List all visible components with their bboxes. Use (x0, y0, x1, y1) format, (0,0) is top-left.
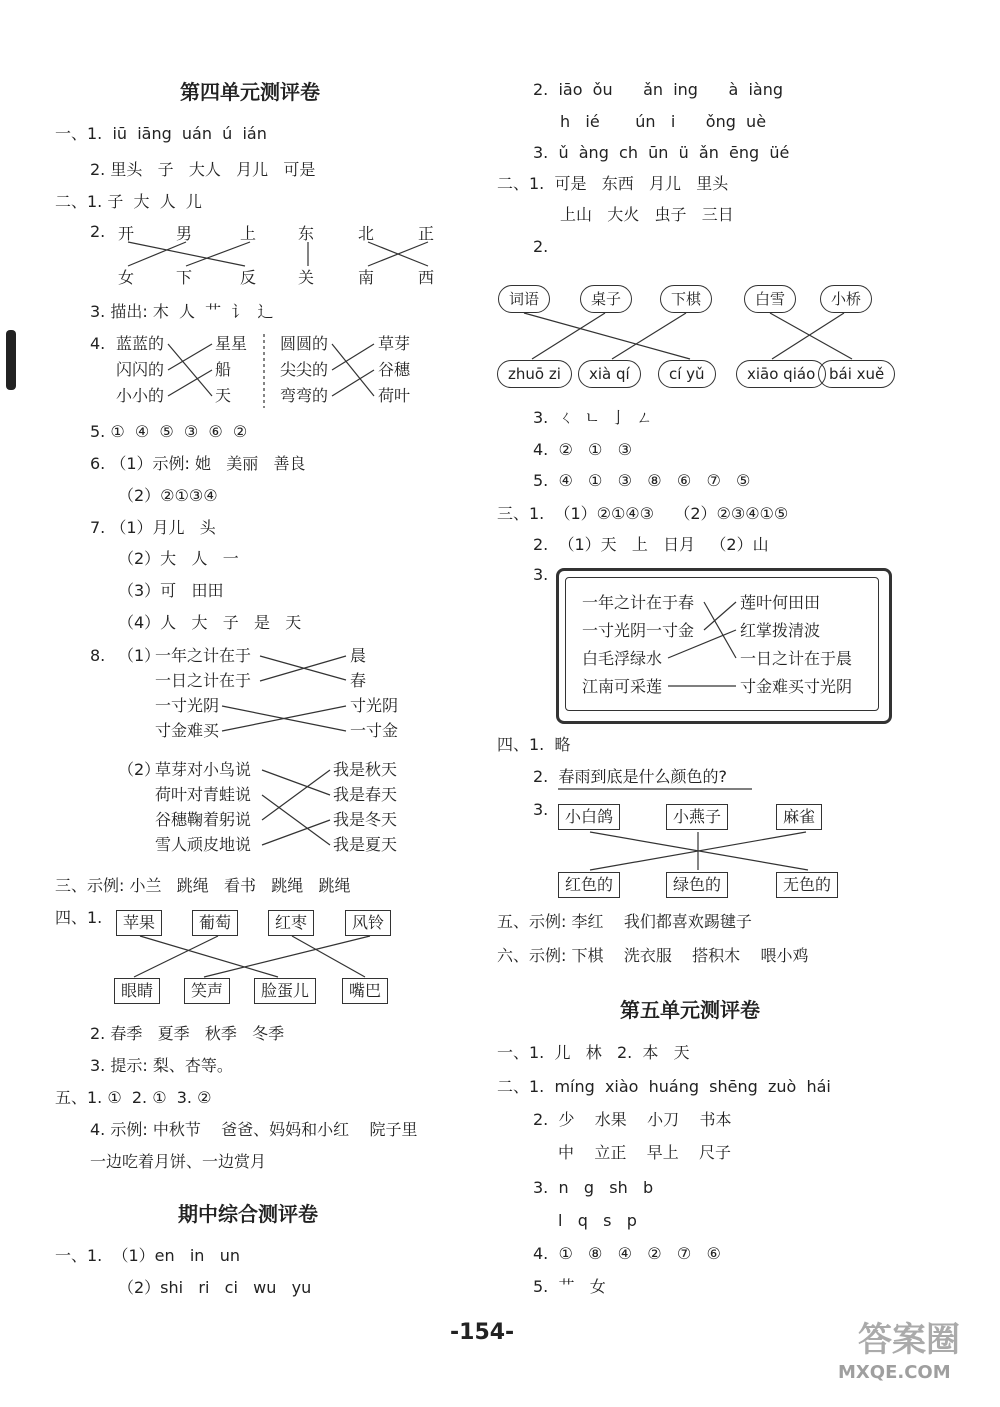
q4-left: 闪闪的 (116, 360, 165, 379)
q4-right: 荷叶 (378, 386, 411, 405)
answer-line: （2）大 人 一 (118, 549, 239, 568)
answer-line: 四、1. (55, 908, 103, 927)
answer-line: 3. ㄑ ㄴ 亅 ㄥ (533, 408, 653, 427)
answer-line: 2. 里头 子 大人 月儿 可是 (90, 160, 316, 179)
q4-left: 尖尖的 (280, 360, 329, 379)
answer-line: 一、1. （1）en in un (55, 1246, 240, 1265)
word-pill: 词语 (498, 285, 550, 313)
poem-left: 江南可采莲 (582, 677, 663, 696)
q8-left: 谷穗鞠着躬说 (155, 810, 252, 829)
match-top: 男 (176, 224, 193, 243)
match-bottom: 南 (358, 268, 375, 287)
q8-right: 我是秋天 (333, 760, 398, 779)
match-bottom: 反 (240, 268, 257, 287)
word-box: 笑声 (184, 978, 230, 1004)
word-box: 红色的 (558, 872, 620, 898)
answer-line: 3. ǔ àng ch ūn ü ǎn ēng üé (533, 143, 790, 162)
match-bottom: 关 (298, 268, 315, 287)
q8-label: （1） (118, 646, 161, 665)
word-box: 绿色的 (666, 872, 728, 898)
poem-right: 一日之计在于晨 (740, 649, 853, 668)
answer-line: 4. ① ⑧ ④ ② ⑦ ⑥ (533, 1244, 721, 1263)
q8-label: （2） (118, 760, 161, 779)
word-box: 苹果 (116, 910, 162, 936)
answer-line: 一、1. iū iāng uán ú ián (55, 124, 267, 143)
word-pill: 白雪 (744, 285, 796, 313)
answer-line: 上山 大火 虫子 三日 (560, 205, 734, 224)
q4-left: 圆圆的 (280, 334, 329, 353)
match-bottom: 女 (118, 268, 135, 287)
answer-line: 2. 少 水果 小刀 书本 (533, 1110, 732, 1129)
answer-line: 二、1. míng xiào huáng shēng zuò hái (497, 1077, 831, 1096)
answer-line: 3. 提示: 梨、杏等。 (90, 1056, 233, 1075)
q8-left: 寸金难买 (155, 721, 220, 740)
q8-left: 一日之计在于 (155, 671, 252, 690)
answer-line: 3. 描出: 木 人 艹 讠 辶 (90, 302, 274, 321)
answer-line: （2）shi ri ci wu yu (118, 1278, 312, 1297)
pinyin-pill: bái xuě (818, 360, 895, 388)
q8-right: 我是冬天 (333, 810, 398, 829)
answer-line: 二、1. 子 大 人 儿 (55, 192, 202, 211)
q4-right: 星星 (215, 334, 248, 353)
pinyin-pill: xiāo qiáo (736, 360, 826, 388)
answer-line: 3. (533, 565, 549, 584)
watermark-url: MXQE.COM (838, 1362, 951, 1383)
word-box: 葡萄 (192, 910, 238, 936)
answer-line: 4. ② ① ③ (533, 440, 632, 459)
pinyin-pill: zhuō zi (497, 360, 572, 388)
q8-left: 一年之计在于 (155, 646, 252, 665)
match-top: 正 (418, 224, 435, 243)
answer-line: 2. 春雨到底是什么颜色的? (533, 767, 727, 786)
answer-line: 中 立正 早上 尺子 (558, 1143, 732, 1162)
answer-line: 5. ① ④ ⑤ ③ ⑥ ② (90, 422, 248, 441)
q-number: 4. (90, 334, 106, 353)
poem-left: 一年之计在于春 (582, 593, 695, 612)
answer-line: 五、示例: 李红 我们都喜欢踢毽子 (497, 912, 752, 931)
answer-line: 7. （1）月儿 头 (90, 518, 216, 537)
answer-line: 一、1. 儿 林 2. 本 天 (497, 1043, 690, 1062)
word-pill: 下棋 (660, 285, 712, 313)
answer-line: 三、示例: 小兰 跳绳 看书 跳绳 跳绳 (55, 876, 351, 895)
q8-right: 晨 (350, 646, 367, 665)
q8-right: 春 (350, 671, 367, 690)
answer-line: 6. （1）示例: 她 美丽 善良 (90, 454, 306, 473)
word-box: 麻雀 (776, 804, 822, 830)
word-pill: 桌子 (580, 285, 632, 313)
page-number: -154- (450, 1320, 515, 1345)
q8-right: 我是春天 (333, 785, 398, 804)
answer-line: 2. （1）天 上 日月 （2）山 (533, 535, 769, 554)
answer-line: 2. 春季 夏季 秋季 冬季 (90, 1024, 285, 1043)
answer-line: l q s p (558, 1211, 637, 1230)
word-pill: 小桥 (820, 285, 872, 313)
q4-left: 蓝蓝的 (116, 334, 165, 353)
match-top: 东 (298, 224, 315, 243)
word-box: 嘴巴 (342, 978, 388, 1004)
answer-line: （4）人 大 子 是 天 (118, 613, 302, 632)
q8-left: 草芽对小鸟说 (155, 760, 252, 779)
word-box: 眼睛 (114, 978, 160, 1004)
word-box: 小白鸽 (558, 804, 620, 830)
answer-line: （2）②①③④ (118, 486, 218, 505)
answer-line: 2. (533, 237, 549, 256)
word-box: 小燕子 (666, 804, 728, 830)
match-top: 北 (358, 224, 375, 243)
match-top: 上 (240, 224, 257, 243)
poem-right: 莲叶何田田 (740, 593, 821, 612)
answer-line: 五、1. ① 2. ① 3. ② (55, 1088, 212, 1107)
answer-line: （3）可 田田 (118, 581, 224, 600)
q4-right: 船 (215, 360, 232, 379)
answer-line: 3. (533, 800, 549, 819)
q8-left: 荷叶对青蛙说 (155, 785, 252, 804)
answer-line: 2. iāo ǒu ǎn ing à iàng (533, 80, 783, 99)
poem-right: 红掌拨清波 (740, 621, 821, 640)
answer-line: 8. (90, 646, 106, 665)
answer-line: h ié ún i ǒng uè (560, 112, 767, 131)
word-box: 风铃 (345, 910, 391, 936)
word-box: 红枣 (268, 910, 314, 936)
word-box: 脸蛋儿 (254, 978, 316, 1004)
midterm-title: 期中综合测评卷 (178, 1202, 318, 1226)
q4-right: 草芽 (378, 334, 411, 353)
match-bottom: 西 (418, 268, 435, 287)
q8-left: 雪人顽皮地说 (155, 835, 252, 854)
poem-left: 一寸光阴一寸金 (582, 621, 695, 640)
q4-right: 天 (215, 386, 232, 405)
answer-line: 一边吃着月饼、一边赏月 (90, 1152, 267, 1171)
match-bottom: 下 (176, 268, 193, 287)
poem-right: 寸金难买寸光阴 (740, 677, 853, 696)
q8-right: 我是夏天 (333, 835, 398, 854)
unit5-title: 第五单元测评卷 (620, 998, 760, 1022)
unit4-title: 第四单元测评卷 (180, 80, 320, 104)
answer-line: 六、示例: 下棋 洗衣服 搭积木 喂小鸡 (497, 946, 809, 965)
match-top: 开 (118, 224, 135, 243)
q8-left: 一寸光阴 (155, 696, 220, 715)
poem-left: 白毛浮绿水 (582, 649, 663, 668)
answer-line: 三、1. （1）②①④③ （2）②③④①⑤ (497, 504, 789, 523)
q4-left: 弯弯的 (280, 386, 329, 405)
q8-right: 一寸金 (350, 721, 399, 740)
answer-line: 4. 示例: 中秋节 爸爸、妈妈和小红 院子里 (90, 1120, 418, 1139)
answer-line: 2. (90, 222, 106, 241)
pinyin-pill: xià qí (578, 360, 641, 388)
q4-left: 小小的 (116, 386, 165, 405)
answer-line: 3. n g sh b (533, 1178, 654, 1197)
pinyin-pill: cí yǔ (658, 360, 716, 388)
word-box: 无色的 (776, 872, 838, 898)
answer-line: 二、1. 可是 东西 月儿 里头 (497, 174, 729, 193)
answer-line: 5. ④ ① ③ ⑧ ⑥ ⑦ ⑤ (533, 471, 751, 490)
answer-line: 5. 艹 女 (533, 1277, 606, 1296)
q8-right: 寸光阴 (350, 696, 399, 715)
answer-line: 四、1. 略 (497, 735, 571, 754)
q4-right: 谷穗 (378, 360, 411, 379)
watermark-logo: 答案圈 (858, 1320, 960, 1360)
